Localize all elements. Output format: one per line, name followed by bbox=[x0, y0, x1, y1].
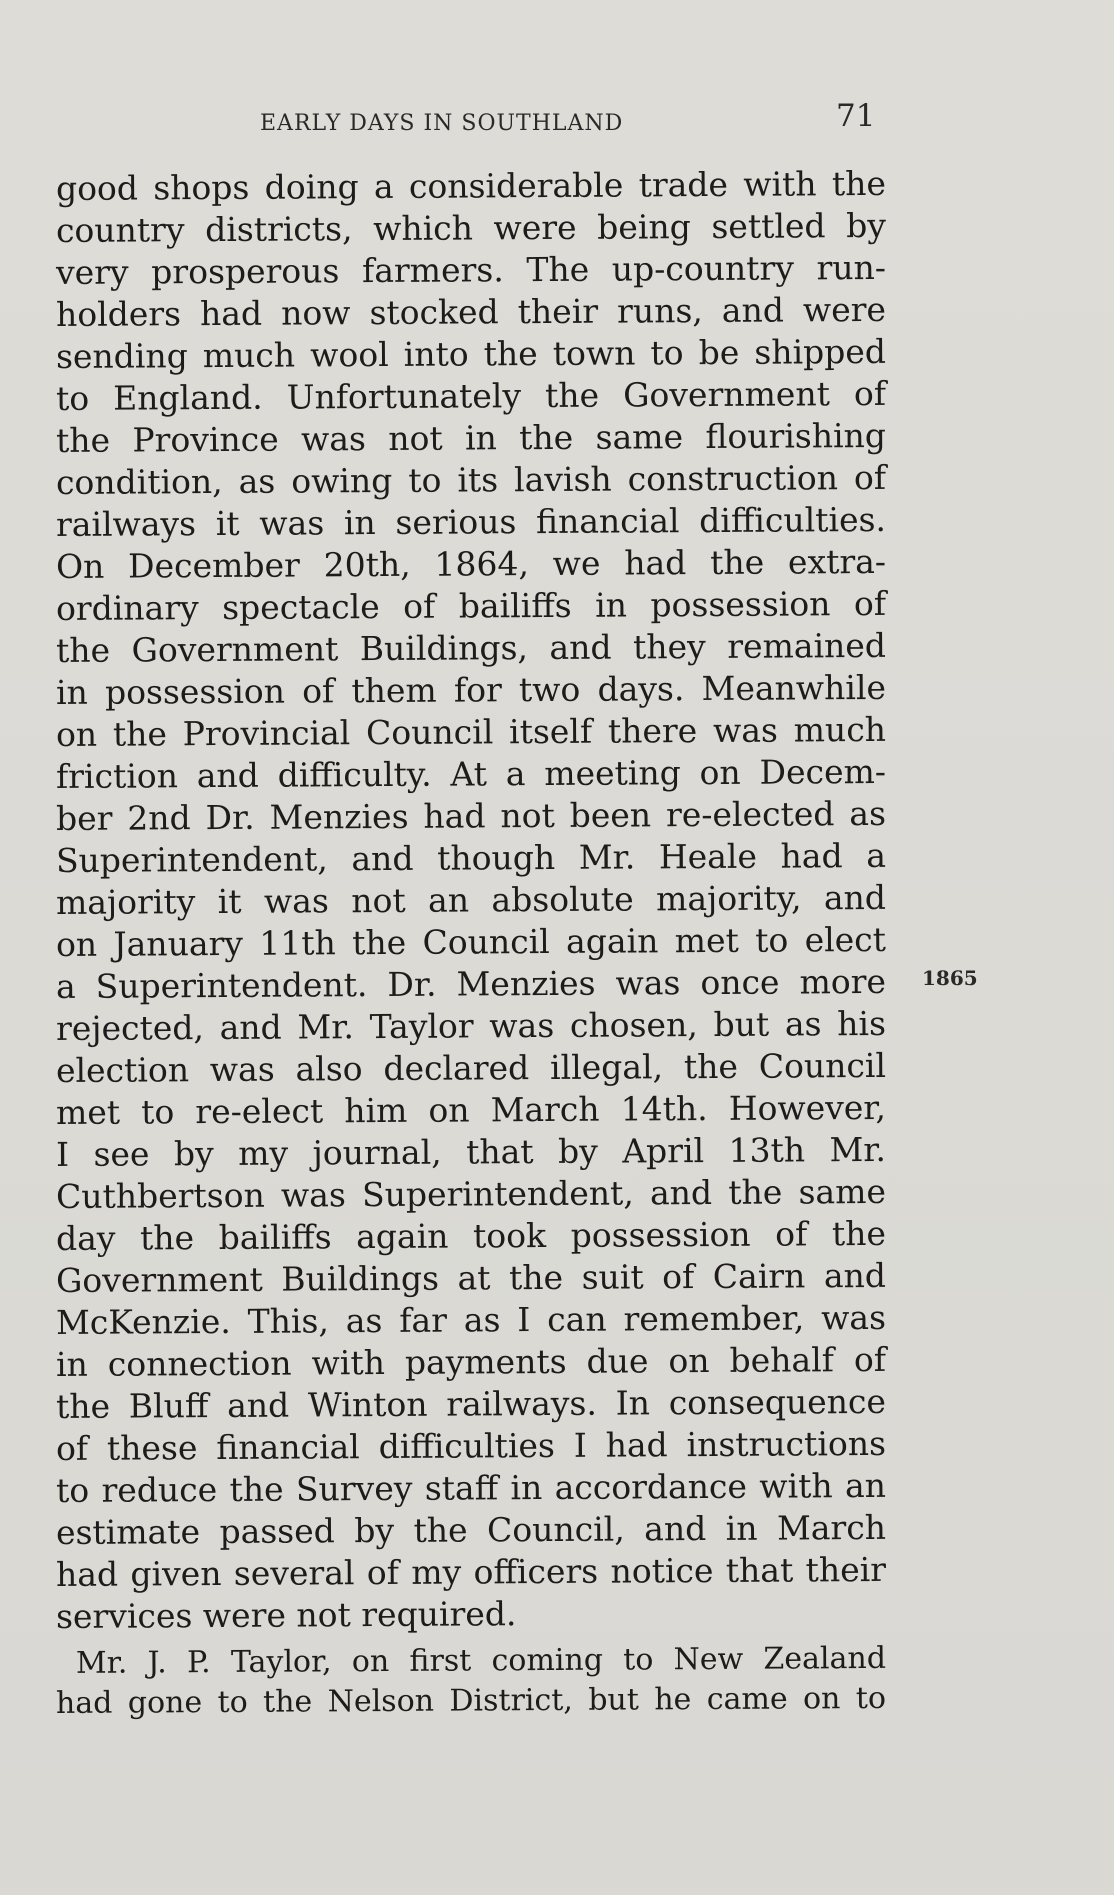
text-line: in possession of them for two days. Meanwhile bbox=[55, 667, 887, 712]
text-line: had gone to the Nelson District, but he came on to bbox=[55, 1680, 887, 1721]
text-line: sending much wool into the town to be shipped bbox=[55, 331, 887, 376]
text-line: holders had now stocked their runs, and were bbox=[55, 289, 887, 334]
text-line: of these financial difficulties I had instructions bbox=[55, 1423, 887, 1468]
text-line: very prosperous farmers. The up-country run- bbox=[55, 247, 887, 292]
text-line: condition, as owing to its lavish construction of bbox=[55, 457, 887, 502]
text-line: the Government Buildings, and they remained bbox=[55, 625, 887, 670]
text-line: Mr. J. P. Taylor, on first coming to New Zealand bbox=[75, 1640, 887, 1681]
text-line: Cuthbertson was Superintendent, and the same bbox=[55, 1171, 887, 1216]
text-line: services were not required. bbox=[55, 1594, 517, 1636]
text-line: ordinary spectacle of bailiffs in possession of bbox=[55, 583, 887, 628]
text-line: On December 20th, 1864, we had the extra- bbox=[55, 541, 887, 586]
text-line: country districts, which were being settled by bbox=[55, 205, 887, 250]
text-line: met to re-elect him on March 14th. However, bbox=[55, 1087, 887, 1132]
text-line: to England. Unfortunately the Government of bbox=[55, 373, 887, 418]
text-line: Government Buildings at the suit of Cairn and bbox=[55, 1255, 887, 1300]
running-header-title: EARLY DAYS IN SOUTHLAND bbox=[260, 111, 624, 136]
text-line: had given several of my officers notice that their bbox=[55, 1549, 887, 1594]
text-line: the Bluff and Winton railways. In consequence bbox=[55, 1381, 887, 1426]
text-line: railways it was in serious financial difficulties. bbox=[55, 499, 887, 544]
text-line: I see by my journal, that by April 13th Mr. bbox=[55, 1129, 887, 1174]
paragraph-two bbox=[55, 1640, 887, 1724]
text-line: a Superintendent. Dr. Menzies was once more bbox=[55, 961, 887, 1006]
text-line: on the Provincial Council itself there was much bbox=[55, 709, 887, 754]
text-line: good shops doing a considerable trade with the bbox=[55, 163, 887, 208]
text-line: the Province was not in the same flourishing bbox=[55, 415, 887, 460]
body-text bbox=[55, 163, 887, 1724]
text-line: in connection with payments due on behalf of bbox=[55, 1339, 887, 1384]
page-number: 71 bbox=[836, 98, 876, 134]
margin-year-note: 1865 bbox=[922, 966, 978, 990]
text-line: friction and difficulty. At a meeting on Decem- bbox=[55, 751, 887, 796]
text-line: majority it was not an absolute majority, and bbox=[55, 877, 887, 922]
text-line: estimate passed by the Council, and in March bbox=[55, 1507, 887, 1552]
text-line: on January 11th the Council again met to elect bbox=[55, 919, 887, 964]
text-line: Superintendent, and though Mr. Heale had a bbox=[55, 835, 887, 880]
text-line: to reduce the Survey staff in accordance with an bbox=[55, 1465, 887, 1510]
text-line: rejected, and Mr. Taylor was chosen, but as his bbox=[55, 1003, 887, 1048]
text-line: ber 2nd Dr. Menzies had not been re-elected as bbox=[55, 793, 887, 838]
text-line: McKenzie. This, as far as I can remember, was bbox=[55, 1297, 887, 1342]
text-line: day the bailiffs again took possession of the bbox=[55, 1213, 887, 1258]
text-line: election was also declared illegal, the Council bbox=[55, 1045, 887, 1090]
